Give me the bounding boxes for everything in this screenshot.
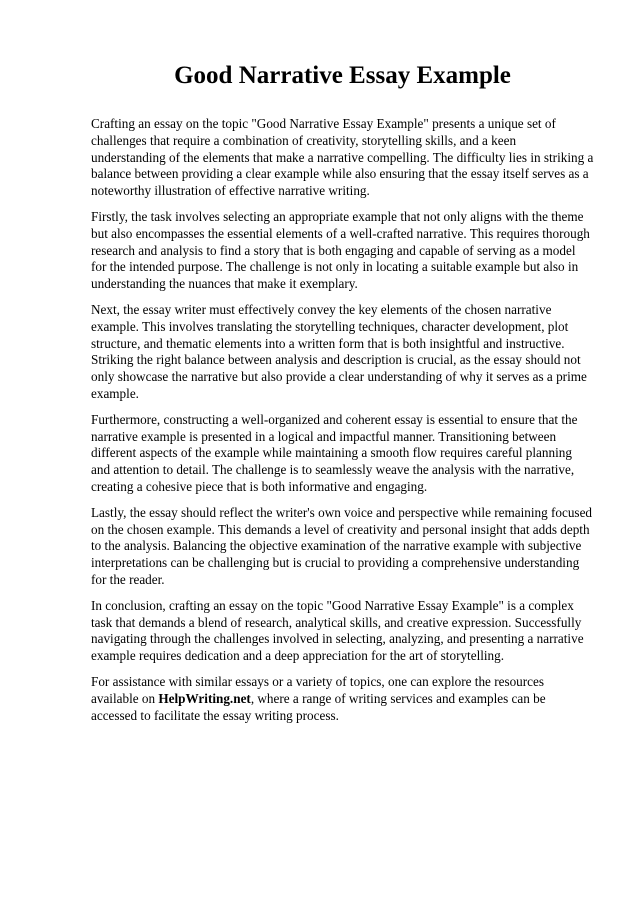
paragraph-next: Next, the essay writer must effectively convey the key elements of the chosen narrative example. This involves translating the storytelling techniques, character development, plot structure, and thematic elements into a written form that is both insightful and instructive. Striking the right balance between analysis and description is crucial, as the essay should not only showcase the narrative but also provide a clear understanding of why it serves as a prime example. (91, 301, 587, 401)
closing-text-after-link: , where a range of writing services and examples can be accessed to facilitate the essay writing process. (91, 690, 546, 723)
paragraph-furthermore: Furthermore, constructing a well-organized and coherent essay is essential to ensure that the narrative example is presented in a logical and impactful manner. Transitioning between different aspects of the example while maintaining a smooth flow requires careful planning and attention to detail. The challenge is to seamlessly weave the analysis with the narrative, creating a cohesive piece that is both informative and engaging. (91, 411, 578, 494)
document-title: Good Narrative Essay Example (174, 62, 511, 89)
closing-text-before-link: For assistance with similar essays or a variety of topics, one can explore the resources available on (91, 673, 544, 706)
paragraph-lastly: Lastly, the essay should reflect the writer's own voice and perspective while remaining focused on the chosen example. This demands a level of creativity and personal insight that adds depth to the analysis. Balancing the objective examination of the narrative example with subjective interpretations can be challenging but is crucial to providing a comprehensive understanding for the reader. (91, 504, 593, 587)
paragraph-firstly: Firstly, the task involves selecting an appropriate example that not only aligns with the theme but also encompasses the essential elements of a well-crafted narrative. This requires thorough research and analysis to find a story that is both engaging and capable of serving as a model for the intended purpose. The challenge is not only in locating a suitable example but also in understanding the nuances that make it exemplary. (91, 208, 590, 292)
paragraph-closing (91, 674, 594, 724)
paragraph-conclusion: In conclusion, crafting an essay on the topic "Good Narrative Essay Example" is a complex task that demands a blend of research, analytical skills, and creative expression. Successfully navigating through the challenges involved in selecting, analyzing, and presenting a narrative example requires dedication and a deep appreciation for the art of storytelling. (91, 597, 584, 664)
helpwriting-link[interactable]: HelpWriting.net (158, 690, 251, 706)
paragraph-intro: Crafting an essay on the topic "Good Narrative Essay Example" presents a unique set of challenges that require a combination of creativity, storytelling skills, and a keen understanding of the elements that make a narrative compelling. The difficulty lies in striking a balance between providing a clear example while also ensuring that the essay itself serves as a noteworthy illustration of effective narrative writing. (91, 116, 594, 199)
